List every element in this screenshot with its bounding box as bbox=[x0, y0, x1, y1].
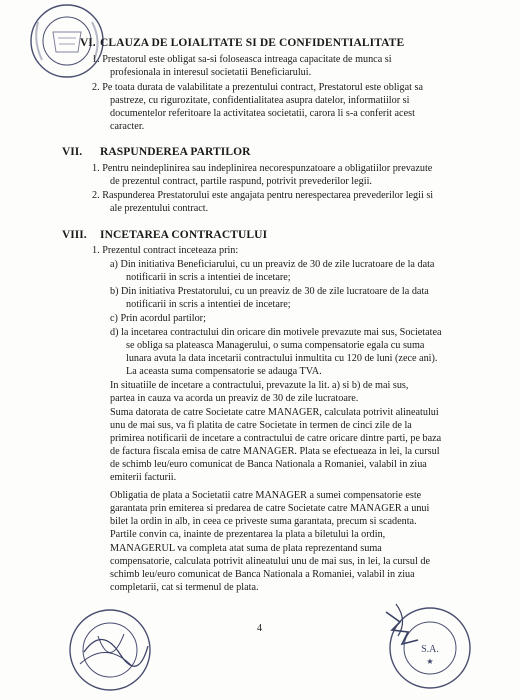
section-8-line: 1. Prezentul contract inceteaza prin: bbox=[92, 245, 239, 256]
section-8-line: notificarii in scris a intentiei de incetare; bbox=[126, 299, 291, 310]
section-8-line: unu de mai sus, va fi platita de catre Societate in termen de cinci zile de la bbox=[110, 420, 412, 431]
section-6-line: caracter. bbox=[110, 121, 145, 132]
section-8-line: a) Din initiativa Beneficiarului, cu un preaviz de 30 de zile lucratoare de la data bbox=[110, 259, 435, 270]
section-8-line: primirea notificarii de incetare a contractului de catre oricare dintre parti, pe baza bbox=[110, 433, 442, 444]
section-6-line: documentelor referitoare la activitatea societatii, carora li s-a conferit acest bbox=[110, 108, 415, 119]
section-8-line: Partile convin ca, inainte de prezentarea la plata a biletului la ordin, bbox=[110, 529, 386, 540]
section-7-title: RASPUNDEREA PARTILOR bbox=[100, 146, 251, 158]
section-8-line: c) Prin acordul partilor; bbox=[110, 313, 206, 324]
section-6-line: pastreze, cu rigurozitate, confidentialitatea asupra datelor, informatiilor si bbox=[110, 95, 410, 106]
section-8-line: completarii, cat si termenul de plata. bbox=[110, 582, 259, 593]
section-8-line: schimb leu/euro comunicat de Banca Nationala a Romaniei, valabil in ziua bbox=[110, 569, 415, 580]
section-8-line: lunara avuta la data incetarii contractului inmultita cu 120 de luni (zece ani). bbox=[126, 353, 438, 364]
svg-text:★: ★ bbox=[426, 657, 434, 666]
section-6-title: CLAUZA DE LOIALITATE SI DE CONFIDENTIALITATE bbox=[100, 37, 405, 49]
section-6-line: profesionala in interesul societatii Beneficiarului. bbox=[110, 67, 312, 78]
section-8-line: notificarii in scris a intentiei de incetare; bbox=[126, 272, 291, 283]
section-7-number: VII. bbox=[62, 146, 83, 158]
section-8-line: MANAGERUL va completa atat suma de plata reprezentand suma bbox=[110, 543, 382, 554]
section-8-line: emiterii facturii. bbox=[110, 472, 177, 483]
company-stamp-left bbox=[62, 606, 158, 694]
section-8-line: b) Din initiativa Prestatorului, cu un preaviz de 30 de zile lucratoare de la data bbox=[110, 286, 429, 297]
section-8-line: partea in cauza va acorda un preaviz de 30 de zile lucratoare. bbox=[110, 393, 359, 404]
section-8-line: In situatiile de incetare a contractului, prevazute la lit. a) si b) de mai sus, bbox=[110, 380, 409, 391]
section-8-line: Obligatia de plata a Societatii catre MANAGER a sumei compensatorie este bbox=[110, 490, 422, 501]
page-number: 4 bbox=[257, 623, 262, 634]
section-8-title: INCETAREA CONTRACTULUI bbox=[100, 229, 268, 241]
stamp-text: S.A. bbox=[421, 644, 439, 655]
section-7-line: de prezentul contract, partile raspund, potrivit prevederilor legii. bbox=[110, 176, 372, 187]
section-7-line: 2. Raspunderea Prestatorului este angajata pentru nerespectarea prevederilor legii si bbox=[92, 190, 434, 201]
company-stamp-right bbox=[378, 600, 478, 692]
section-8-line: compensatorie, calculata potrivit alineatului unu de mai sus, in lei, la cursul de bbox=[110, 556, 430, 567]
section-8-line: de schimb leu/euro comunicat de Banca Nationala a Romaniei, valabil in ziua bbox=[110, 459, 427, 470]
section-8-line: bilet la ordin in alb, in ceea ce priveste suma garantata, precum si scadenta. bbox=[110, 516, 417, 527]
section-8-line: de factura fiscala emisa de catre MANAGER. Plata se efectueaza in lei, la cursul bbox=[110, 446, 440, 457]
section-8-number: VIII. bbox=[62, 229, 87, 241]
section-6-line: 2. Pe toata durata de valabilitate a prezentului contract, Prestatorul este obligat sa bbox=[92, 82, 423, 93]
section-6-number: VI. bbox=[80, 37, 96, 49]
section-8-line: La aceasta suma compensatorie se adauga TVA. bbox=[126, 366, 322, 377]
section-8-line: d) la incetarea contractului din oricare din motivele prevazute mai sus, Societatea bbox=[110, 327, 442, 338]
section-8-line: Suma datorata de catre Societate catre MANAGER, calculata potrivit alineatului bbox=[110, 407, 439, 418]
section-7-line: ale prezentului contract. bbox=[110, 203, 209, 214]
section-6-line: 1. Prestatorul este obligat sa-si foloseasca intreaga capacitate de munca si bbox=[92, 54, 392, 65]
section-8-line: se obliga sa plateasca Managerului, o suma compensatorie egala cu suma bbox=[126, 340, 425, 351]
section-8-line: garantata prin emiterea si predarea de catre Societate catre MANAGER a unui bbox=[110, 503, 430, 514]
section-7-line: 1. Pentru neindeplinirea sau indeplinirea necorespunzatoare a obligatiilor prevazute bbox=[92, 163, 433, 174]
